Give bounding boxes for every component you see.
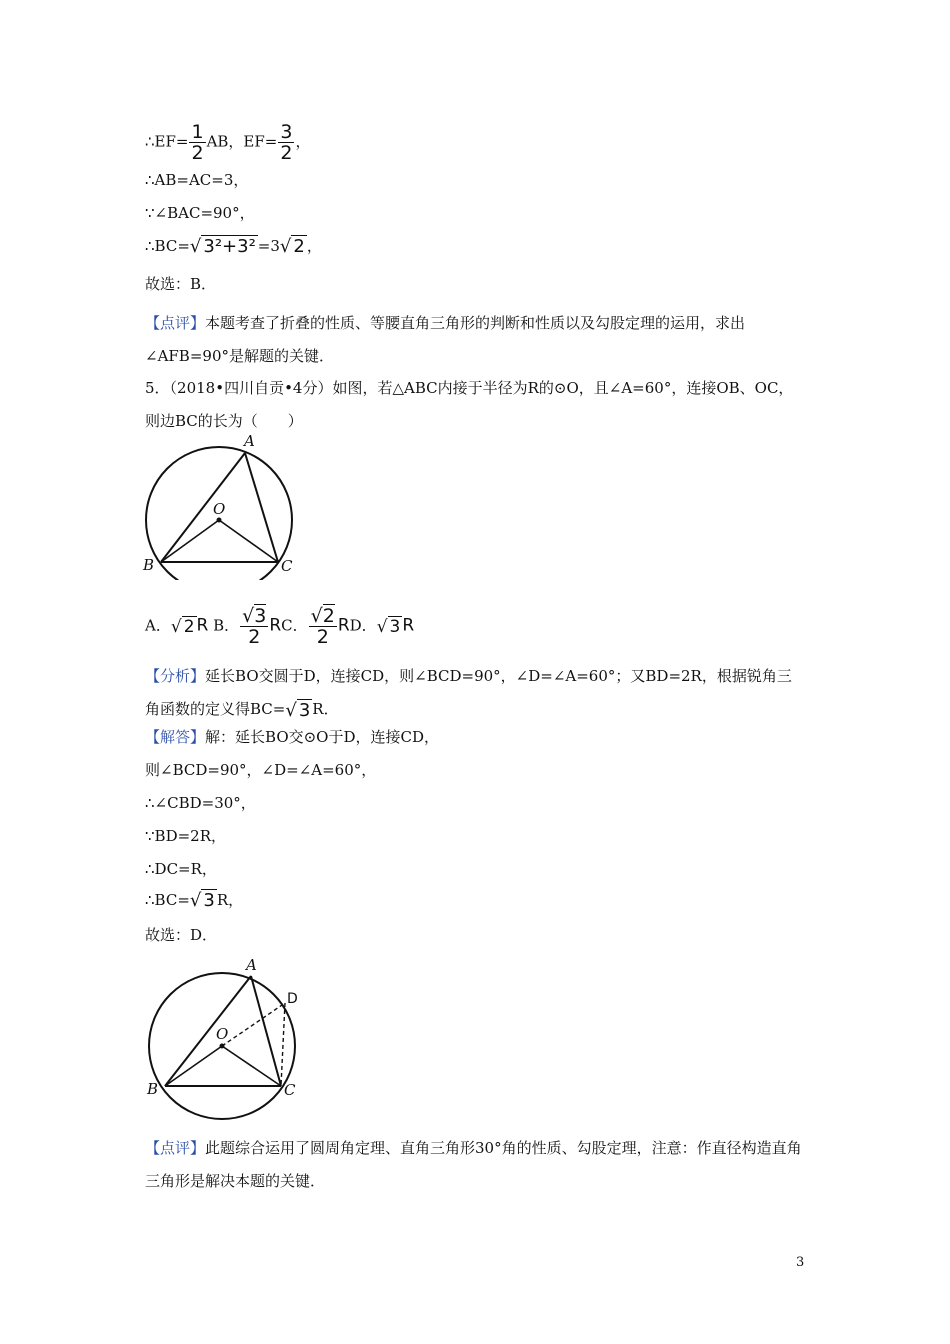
radicand: 3²+3² <box>203 236 256 257</box>
frac-den: 2 <box>316 626 329 648</box>
analysis-end: R． <box>312 700 339 718</box>
line-ab-ac: ∴AB=AC=3， <box>145 171 249 189</box>
radicand: 2 <box>183 616 195 637</box>
analysis-tag: 【分析】 <box>145 667 206 685</box>
segment-ab <box>161 453 245 562</box>
solution-line-3: ∴∠CBD=30°， <box>145 794 256 812</box>
option-b-label: B． <box>213 616 240 635</box>
solution-line-2: 则∠BCD=90°，∠D=∠A=60°， <box>145 761 377 779</box>
option-d-sqrt: √ 3 <box>376 616 401 637</box>
solution-line-6 <box>145 890 243 911</box>
option-b-fraction <box>240 606 268 647</box>
segment-ob <box>161 520 219 562</box>
sqrt-two: √ 2 <box>279 236 305 257</box>
segment-ob <box>165 1046 222 1086</box>
frac-num: 1 <box>191 121 204 143</box>
solution-line-5: ∴DC=R， <box>145 860 217 878</box>
radicand: 3 <box>389 616 401 637</box>
review-tag: 【点评】 <box>145 1139 206 1157</box>
line-ef <box>145 122 310 163</box>
option-c-label: C． <box>281 616 308 635</box>
figure-circle-triangle <box>135 430 310 580</box>
center-point <box>217 518 222 523</box>
segment-ab <box>165 976 251 1086</box>
page-number: 3 <box>796 1255 805 1270</box>
bc-prefix: ∴BC= <box>145 891 190 909</box>
bc-end: R， <box>216 891 244 909</box>
review-text: 此题综合运用了圆周角定理、直角三角形30°角的性质、勾股定理，注意：作直径构造直角三角形是解决本题的关键． <box>145 1139 802 1190</box>
label-b: B <box>147 1080 159 1098</box>
ef-end: ， <box>295 132 311 151</box>
line-answer-b: 故选：B． <box>145 275 217 293</box>
solution-line-7: 故选：D． <box>145 926 218 944</box>
option-a-label: A． <box>145 616 171 635</box>
frac-num: √2 <box>310 605 335 627</box>
segment-dc-dashed <box>281 1003 285 1086</box>
bc-prefix: ∴BC= <box>145 237 190 255</box>
label-b: B <box>143 556 155 574</box>
option-d-unit: R <box>402 615 415 636</box>
radicand: 3 <box>203 890 215 911</box>
fraction-one-half <box>189 122 205 163</box>
label-c: C <box>281 557 293 575</box>
frac-num: 3 <box>280 121 293 143</box>
frac-den: 2 <box>280 142 293 164</box>
center-point <box>220 1044 225 1049</box>
label-c: C <box>284 1081 296 1099</box>
review-paragraph-1 <box>145 307 805 373</box>
solution-tag: 【解答】 <box>145 728 206 746</box>
review-paragraph-2 <box>145 1132 805 1198</box>
question-5: 5．（2018•四川自贡•4分）如图，若△ABC内接于半径为R的⊙O，且∠A=60°，连接OB、OC，则边BC的长为（ ） <box>145 379 794 430</box>
radicand: 2 <box>322 605 335 627</box>
label-d: D <box>287 991 298 1007</box>
option-a-sqrt: √ 2 <box>170 616 195 637</box>
fraction-three-halves <box>278 122 294 163</box>
review-text: 本题考查了折叠的性质、等腰直角三角形的判断和性质以及勾股定理的运用，求出∠AFB=90°是解题的关键． <box>145 314 746 365</box>
figure-circle-diameter <box>135 953 315 1123</box>
radicand: 3 <box>254 605 267 627</box>
frac-den: 2 <box>248 626 261 648</box>
line-bac: ∵∠BAC=90°， <box>145 204 255 222</box>
segment-od-dashed <box>222 1003 285 1046</box>
option-d-label: D． <box>349 616 377 635</box>
solution-line-4: ∵BD=2R， <box>145 827 226 845</box>
segment-oc <box>219 520 278 562</box>
bc-end: ， <box>306 237 322 255</box>
analysis-sqrt: √ 3 <box>285 699 311 721</box>
segment-ac <box>245 453 278 562</box>
frac-den: 2 <box>191 142 204 164</box>
solution-text: 解：延长BO交⊙O于D，连接CD， <box>205 728 440 746</box>
solution-line-1 <box>145 727 439 747</box>
radicand: 3 <box>298 699 311 721</box>
option-c-fraction <box>309 606 337 647</box>
review-tag: 【点评】 <box>145 314 206 332</box>
option-b-unit: R <box>269 615 282 636</box>
label-a: A <box>244 432 255 450</box>
bc-mid: =3 <box>257 237 280 255</box>
label-o: O <box>216 1025 229 1043</box>
sqrt-three: √ 3 <box>189 890 215 911</box>
label-a: A <box>246 956 257 974</box>
ef-mid: AB，EF= <box>206 132 278 151</box>
radicand: 2 <box>293 236 305 257</box>
line-bc-sqrt <box>145 236 322 257</box>
analysis-paragraph <box>145 660 805 727</box>
analysis-text: 延长BO交圆于D，连接CD，则∠BCD=90°，∠D=∠A=60°；又BD=2R，根据锐角三角函数的定义得BC= <box>145 667 792 718</box>
answer-options <box>145 606 414 647</box>
sqrt-expression: √ 3²+3² <box>189 236 256 257</box>
frac-num: √3 <box>242 605 267 627</box>
ef-prefix: ∴EF= <box>145 132 189 151</box>
option-c-unit: R <box>337 615 350 636</box>
label-o: O <box>213 500 226 518</box>
option-a-unit: R <box>196 615 209 636</box>
